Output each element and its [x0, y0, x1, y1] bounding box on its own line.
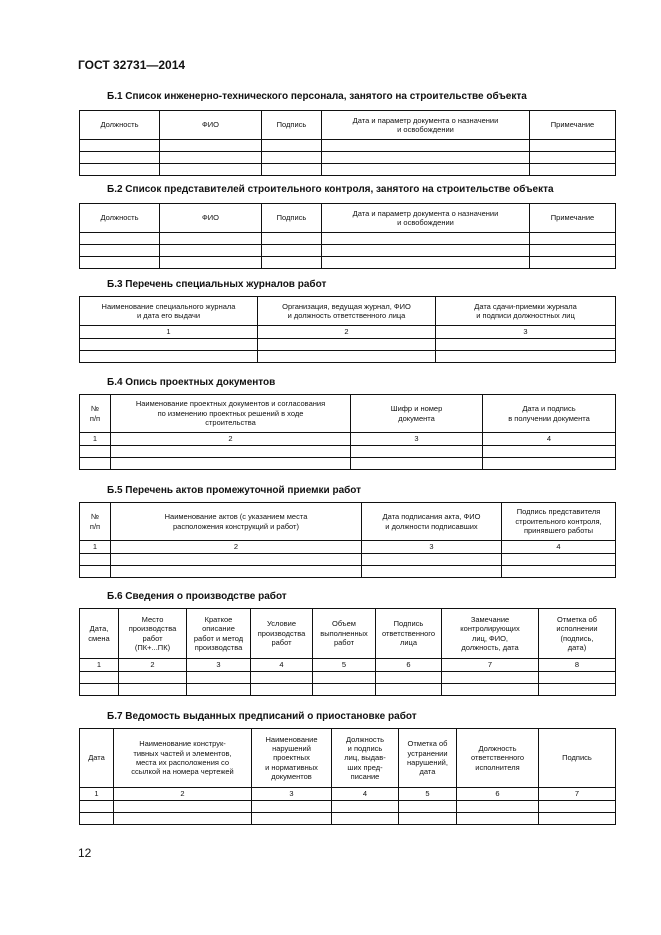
col-header: Краткое описание работ и метод производства [187, 609, 251, 659]
column-number: 4 [483, 433, 616, 446]
col-header: Замечание контролирующих лиц, ФИО, должность, дата [442, 609, 539, 659]
col-header: Дата сдачи-приемки журнала и подписи должностных лиц [436, 297, 616, 326]
column-number: 1 [80, 541, 111, 554]
column-number: 7 [442, 659, 539, 672]
column-number: 4 [502, 541, 616, 554]
column-number: 5 [313, 659, 376, 672]
table-row [80, 566, 616, 578]
column-number: 5 [399, 788, 457, 801]
column-number: 6 [376, 659, 442, 672]
table-b6 [79, 608, 616, 696]
col-header: Должность ответственного исполнителя [457, 729, 539, 788]
column-number-row [80, 541, 616, 554]
col-header: Примечание [530, 111, 616, 140]
table-row [80, 351, 616, 363]
col-header: № п/п [80, 395, 111, 433]
col-header: Отметка об устранении нарушений, дата [399, 729, 457, 788]
column-number: 2 [111, 541, 362, 554]
column-number-row [80, 788, 616, 801]
col-header: Подпись представителя строительного контроля, принявшего работы [502, 503, 616, 541]
col-header: Дата и параметр документа о назначении и освобождении [322, 204, 530, 233]
table-row [80, 554, 616, 566]
col-header: Дата, смена [80, 609, 119, 659]
column-number: 3 [187, 659, 251, 672]
column-number: 2 [111, 433, 351, 446]
column-number: 8 [539, 659, 616, 672]
col-header: Дата и подпись в получении документа [483, 395, 616, 433]
col-header: Должность и подпись лиц, выдав- ших пред- писание [332, 729, 399, 788]
table-row [80, 339, 616, 351]
table-row [80, 152, 616, 164]
column-number: 6 [457, 788, 539, 801]
col-header: Наименование проектных документов и согласования по изменению проектных решений в ходе строительства [111, 395, 351, 433]
col-header: Подпись ответственного лица [376, 609, 442, 659]
section-title-b6: Б.6 Сведения о производстве работ [107, 591, 287, 602]
table-b7 [79, 728, 616, 825]
column-number: 1 [80, 659, 119, 672]
col-header: ФИО [160, 204, 262, 233]
column-number-row [80, 433, 616, 446]
col-header: Должность [80, 204, 160, 233]
column-number: 1 [80, 433, 111, 446]
column-number: 1 [80, 326, 258, 339]
col-header: Примечание [530, 204, 616, 233]
table-row [80, 257, 616, 269]
table-row [80, 684, 616, 696]
col-header: Объем выполненных работ [313, 609, 376, 659]
col-header: Подпись [262, 204, 322, 233]
table-b2 [79, 203, 616, 269]
column-number: 3 [252, 788, 332, 801]
col-header: Наименование специального журнала и дата его выдачи [80, 297, 258, 326]
col-header: Отметка об исполнении (подпись, дата) [539, 609, 616, 659]
col-header: Шифр и номер документа [351, 395, 483, 433]
col-header: № п/п [80, 503, 111, 541]
section-title-b3: Б.3 Перечень специальных журналов работ [107, 279, 327, 290]
column-number: 2 [258, 326, 436, 339]
col-header: Подпись [262, 111, 322, 140]
section-title-b1: Б.1 Список инженерно-технического персонала, занятого на строительстве объекта [107, 91, 527, 102]
col-header: Должность [80, 111, 160, 140]
table-row [80, 813, 616, 825]
table-row [80, 233, 616, 245]
col-header: Дата и параметр документа о назначении и освобождении [322, 111, 530, 140]
column-number: 2 [119, 659, 187, 672]
table-row [80, 801, 616, 813]
col-header: Дата подписания акта, ФИО и должности подписавших [362, 503, 502, 541]
col-header: Подпись [539, 729, 616, 788]
col-header: Организация, ведущая журнал, ФИО и должность ответственного лица [258, 297, 436, 326]
col-header: Условие производства работ [251, 609, 313, 659]
table-row [80, 672, 616, 684]
col-header: Наименование конструк- тивных частей и элементов, места их расположения со ссылкой на номера чертежей [114, 729, 252, 788]
column-number: 3 [351, 433, 483, 446]
table-b5 [79, 502, 616, 578]
col-header: Место производства работ (ПК+...ПК) [119, 609, 187, 659]
column-number: 4 [332, 788, 399, 801]
table-row [80, 458, 616, 470]
table-b4 [79, 394, 616, 470]
column-number: 7 [539, 788, 616, 801]
col-header: ФИО [160, 111, 262, 140]
column-number: 2 [114, 788, 252, 801]
column-number: 1 [80, 788, 114, 801]
col-header: Дата [80, 729, 114, 788]
table-b3 [79, 296, 616, 363]
column-number: 3 [436, 326, 616, 339]
column-number-row [80, 659, 616, 672]
column-number-row [80, 326, 616, 339]
section-title-b5: Б.5 Перечень актов промежуточной приемки работ [107, 485, 362, 496]
section-title-b4: Б.4 Опись проектных документов [107, 377, 276, 388]
document-header: ГОСТ 32731—2014 [78, 58, 186, 72]
column-number: 3 [362, 541, 502, 554]
table-row [80, 245, 616, 257]
table-b1 [79, 110, 616, 176]
table-row [80, 164, 616, 176]
col-header: Наименование нарушений проектных и нормативных документов [252, 729, 332, 788]
section-title-b7: Б.7 Ведомость выданных предписаний о приостановке работ [107, 711, 417, 722]
table-row [80, 446, 616, 458]
section-title-b2: Б.2 Список представителей строительного контроля, занятого на строительстве объекта [107, 184, 554, 195]
page-number: 12 [78, 846, 92, 860]
table-row [80, 140, 616, 152]
column-number: 4 [251, 659, 313, 672]
col-header: Наименование актов (с указанием места расположения конструкций и работ) [111, 503, 362, 541]
